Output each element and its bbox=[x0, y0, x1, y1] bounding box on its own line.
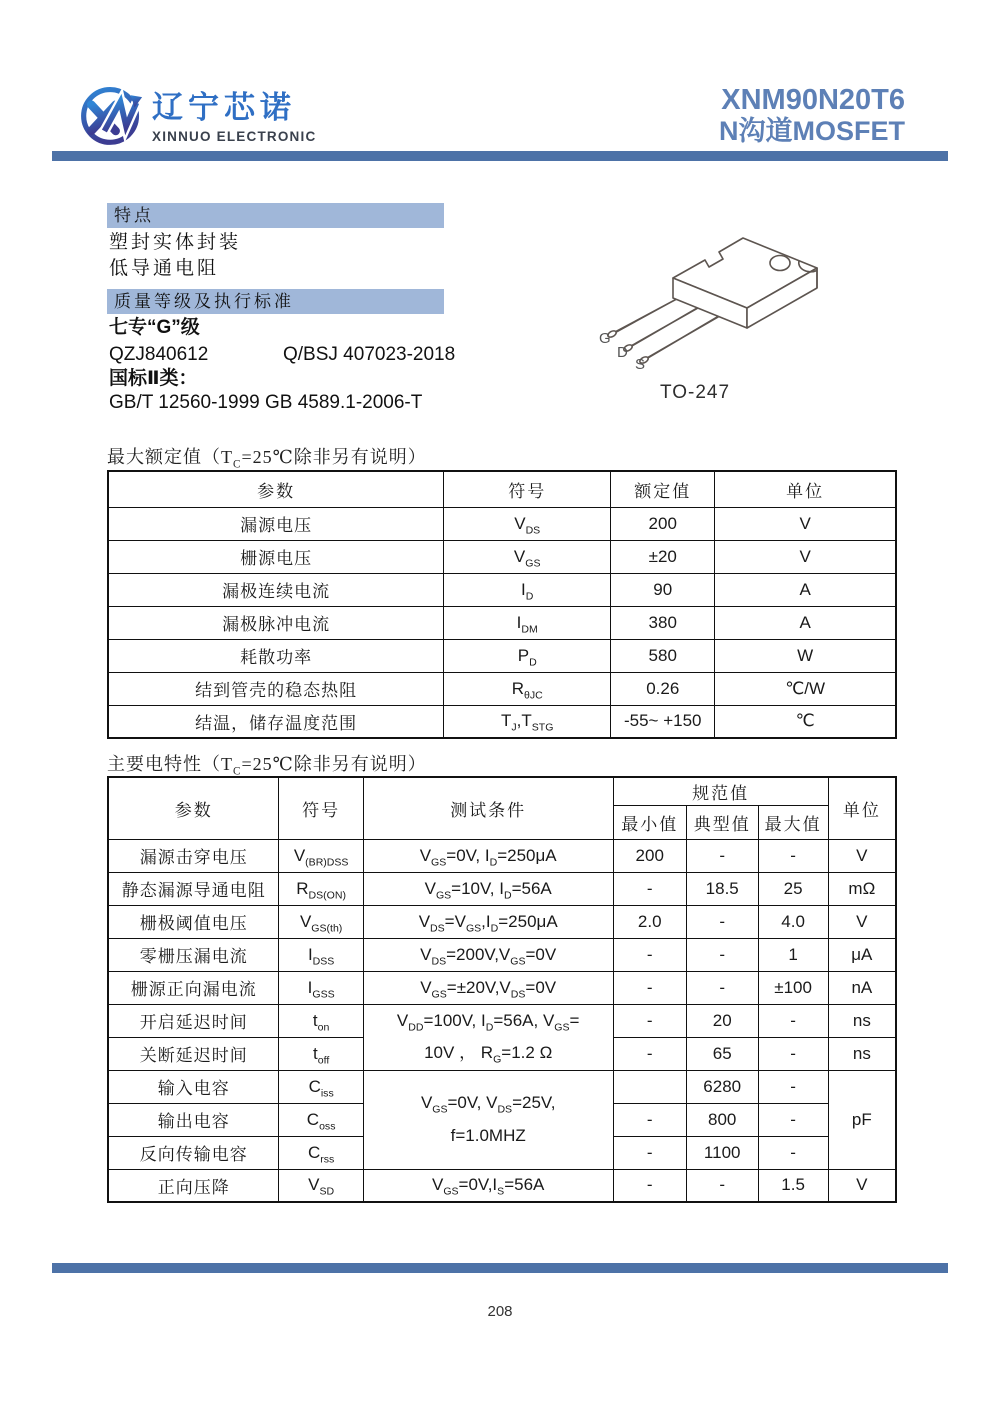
col-header-symbol: 符号 bbox=[279, 777, 363, 839]
pin-label-d: D bbox=[617, 344, 628, 361]
part-number: XNM90N20T6 bbox=[721, 84, 905, 116]
table-row bbox=[108, 905, 896, 938]
part-subtitle: N沟道MOSFET bbox=[719, 116, 905, 147]
unit-cell: A bbox=[715, 606, 896, 639]
unit-cell: V bbox=[715, 540, 896, 573]
unit-cell: ℃ bbox=[715, 705, 896, 738]
symbol-cell: $V_{DS}$ bbox=[444, 507, 611, 540]
symbol-cell: $T_J,T_{STG}$ bbox=[444, 705, 611, 738]
logo-text-block bbox=[152, 82, 316, 144]
table-row bbox=[108, 573, 896, 606]
company-name-en: XINNUO ELECTRONIC bbox=[152, 129, 317, 144]
table-row bbox=[108, 1169, 896, 1202]
col-header-spec: 规范值 bbox=[613, 777, 828, 805]
unit-cell: A bbox=[715, 573, 896, 606]
table-row bbox=[108, 507, 896, 540]
table-row bbox=[108, 540, 896, 573]
min-cell bbox=[613, 1070, 686, 1103]
table-row bbox=[108, 872, 896, 905]
pin-label-g: G bbox=[599, 330, 611, 347]
typ-cell: - bbox=[686, 839, 758, 872]
condition-cell: $V_{DS}=V_{GS},I_D=250\mu A$ bbox=[363, 905, 613, 938]
typ-cell: 18.5 bbox=[686, 872, 758, 905]
min-cell: - bbox=[613, 1136, 686, 1169]
col-header-unit: 单位 bbox=[828, 777, 896, 839]
symbol-cell: $V_{SD}$ bbox=[279, 1169, 363, 1202]
rating-cell: 0.26 bbox=[611, 672, 715, 705]
unit-cell: ns bbox=[828, 1004, 896, 1037]
col-header-min: 最小值 bbox=[613, 805, 686, 839]
table-row bbox=[108, 1070, 896, 1103]
param-cell: 反向传输电容 bbox=[108, 1136, 279, 1169]
param-cell: 栅极阈值电压 bbox=[108, 905, 279, 938]
table-row bbox=[108, 606, 896, 639]
table-row bbox=[108, 672, 896, 705]
unit-cell: V bbox=[828, 905, 896, 938]
typ-cell: 1100 bbox=[686, 1136, 758, 1169]
electrical-characteristics-title: 主要电特性（$T_C=25℃$除非另有说明） bbox=[107, 754, 427, 778]
symbol-cell: $C_{iss}$ bbox=[279, 1070, 363, 1103]
quality-grade: 七专“G”级 bbox=[109, 317, 200, 338]
max-cell: 4.0 bbox=[758, 905, 828, 938]
param-cell: 零栅压漏电流 bbox=[108, 938, 279, 971]
unit-cell: mΩ bbox=[828, 872, 896, 905]
electrical-characteristics-table bbox=[107, 776, 897, 1203]
table-row bbox=[108, 971, 896, 1004]
param-cell: 结到管壳的稳态热阻 bbox=[108, 672, 444, 705]
typ-cell: 6280 bbox=[686, 1070, 758, 1103]
min-cell: - bbox=[613, 1004, 686, 1037]
table-header-row bbox=[108, 471, 896, 507]
table-row bbox=[108, 639, 896, 672]
footer-divider-bar bbox=[52, 1263, 948, 1273]
company-logo bbox=[78, 82, 316, 148]
param-cell: 漏极脉冲电流 bbox=[108, 606, 444, 639]
typ-cell: - bbox=[686, 938, 758, 971]
param-cell: 栅源电压 bbox=[108, 540, 444, 573]
min-cell: 2.0 bbox=[613, 905, 686, 938]
max-ratings-title: 最大额定值（$T_C=25℃$除非另有说明） bbox=[107, 447, 427, 471]
min-cell: - bbox=[613, 938, 686, 971]
col-header-typ: 典型值 bbox=[686, 805, 758, 839]
rating-cell: 200 bbox=[611, 507, 715, 540]
typ-cell: 65 bbox=[686, 1037, 758, 1070]
symbol-cell: $I_{GSS}$ bbox=[279, 971, 363, 1004]
symbol-cell: $t_{on}$ bbox=[279, 1004, 363, 1037]
unit-cell: V bbox=[828, 1169, 896, 1202]
symbol-cell: $I_D$ bbox=[444, 573, 611, 606]
condition-cell: $V_{DD}=100V$, $I_D=56A$, $V_{GS}=$ 10V ， $R_G=1.2$ Ω bbox=[363, 1004, 613, 1070]
condition-cell: $V_{GS}=0V$, $I_D=250\mu A$ bbox=[363, 839, 613, 872]
package-name: TO-247 bbox=[659, 382, 731, 403]
xn-logo-icon bbox=[78, 82, 144, 148]
max-cell: ±100 bbox=[758, 971, 828, 1004]
max-ratings-table bbox=[107, 470, 897, 739]
col-header-unit: 单位 bbox=[715, 471, 896, 507]
max-cell: - bbox=[758, 1070, 828, 1103]
symbol-cell: $P_D$ bbox=[444, 639, 611, 672]
typ-cell: - bbox=[686, 905, 758, 938]
rating-cell: -55~ +150 bbox=[611, 705, 715, 738]
param-cell: 漏极连续电流 bbox=[108, 573, 444, 606]
table-row bbox=[108, 1004, 896, 1037]
col-header-param: 参数 bbox=[108, 471, 444, 507]
min-cell: - bbox=[613, 971, 686, 1004]
table-row bbox=[108, 705, 896, 738]
features-section-header: 特点 bbox=[107, 203, 444, 228]
symbol-cell: $t_{off}$ bbox=[279, 1037, 363, 1070]
max-cell: - bbox=[758, 839, 828, 872]
symbol-cell: $V_{GS(th)}$ bbox=[279, 905, 363, 938]
rating-cell: ±20 bbox=[611, 540, 715, 573]
quality-section-header: 质量等级及执行标准 bbox=[107, 289, 444, 314]
typ-cell: 800 bbox=[686, 1103, 758, 1136]
param-cell: 开启延迟时间 bbox=[108, 1004, 279, 1037]
param-cell: 正向压降 bbox=[108, 1169, 279, 1202]
unit-cell: nA bbox=[828, 971, 896, 1004]
unit-cell: μA bbox=[828, 938, 896, 971]
pin-label-s: S bbox=[635, 356, 646, 373]
typ-cell: - bbox=[686, 971, 758, 1004]
max-cell: - bbox=[758, 1136, 828, 1169]
param-cell: 漏源击穿电压 bbox=[108, 839, 279, 872]
max-cell: - bbox=[758, 1004, 828, 1037]
company-name-cn: 辽宁芯诺 bbox=[152, 90, 296, 125]
symbol-cell: $R_{DS(ON)}$ bbox=[279, 872, 363, 905]
symbol-cell: $V_{(BR)DSS}$ bbox=[279, 839, 363, 872]
feature-item: 塑封实体封装 bbox=[109, 232, 242, 253]
unit-cell: V bbox=[828, 839, 896, 872]
page-number: 208 bbox=[487, 1303, 513, 1320]
max-cell: - bbox=[758, 1103, 828, 1136]
max-cell: 25 bbox=[758, 872, 828, 905]
typ-cell: - bbox=[686, 1169, 758, 1202]
col-header-condition: 测试条件 bbox=[363, 777, 613, 839]
col-header-symbol: 符号 bbox=[444, 471, 611, 507]
table-row bbox=[108, 839, 896, 872]
rating-cell: 90 bbox=[611, 573, 715, 606]
symbol-cell: $C_{oss}$ bbox=[279, 1103, 363, 1136]
condition-cell: $V_{GS}=\pm 20V,V_{DS}=0V$ bbox=[363, 971, 613, 1004]
rating-cell: 580 bbox=[611, 639, 715, 672]
condition-cell: $V_{GS}=10V$, $I_D=56A$ bbox=[363, 872, 613, 905]
param-cell: 栅源正向漏电流 bbox=[108, 971, 279, 1004]
unit-cell: W bbox=[715, 639, 896, 672]
min-cell: - bbox=[613, 872, 686, 905]
min-cell: - bbox=[613, 1169, 686, 1202]
condition-cell: $V_{GS}=0V$, $V_{DS}=25V$, f=1.0MHZ bbox=[363, 1070, 613, 1169]
to-247-package-drawing bbox=[575, 216, 875, 391]
quality-class: 国标Ⅱ类： bbox=[109, 368, 198, 389]
param-cell: 关断延迟时间 bbox=[108, 1037, 279, 1070]
table-row bbox=[108, 938, 896, 971]
feature-item: 低导通电阻 bbox=[109, 258, 220, 279]
min-cell: - bbox=[613, 1037, 686, 1070]
max-cell: - bbox=[758, 1037, 828, 1070]
param-cell: 输入电容 bbox=[108, 1070, 279, 1103]
col-header-param: 参数 bbox=[108, 777, 279, 839]
quality-standard-3: GB/T 12560-1999 GB 4589.1-2006-T bbox=[109, 392, 423, 413]
param-cell: 耗散功率 bbox=[108, 639, 444, 672]
col-header-max: 最大值 bbox=[758, 805, 828, 839]
max-cell: 1.5 bbox=[758, 1169, 828, 1202]
param-cell: 漏源电压 bbox=[108, 507, 444, 540]
document-title bbox=[719, 84, 905, 147]
symbol-cell: $R_{\theta JC}$ bbox=[444, 672, 611, 705]
param-cell: 静态漏源导通电阻 bbox=[108, 872, 279, 905]
max-cell: 1 bbox=[758, 938, 828, 971]
min-cell: - bbox=[613, 1103, 686, 1136]
symbol-cell: $I_{DSS}$ bbox=[279, 938, 363, 971]
unit-cell: V bbox=[715, 507, 896, 540]
unit-cell: pF bbox=[828, 1070, 896, 1169]
quality-standard-1: QZJ840612 bbox=[109, 344, 209, 365]
rating-cell: 380 bbox=[611, 606, 715, 639]
typ-cell: 20 bbox=[686, 1004, 758, 1037]
symbol-cell: $I_{DM}$ bbox=[444, 606, 611, 639]
symbol-cell: $V_{GS}$ bbox=[444, 540, 611, 573]
param-cell: 结温，储存温度范围 bbox=[108, 705, 444, 738]
min-cell: 200 bbox=[613, 839, 686, 872]
col-header-rating: 额定值 bbox=[611, 471, 715, 507]
symbol-cell: $C_{rss}$ bbox=[279, 1136, 363, 1169]
unit-cell: ℃/W bbox=[715, 672, 896, 705]
quality-standard-2: Q/BSJ 407023-2018 bbox=[283, 344, 456, 365]
table-header-row bbox=[108, 777, 896, 805]
condition-cell: $V_{DS}=200V,V_{GS}=0V$ bbox=[363, 938, 613, 971]
unit-cell: ns bbox=[828, 1037, 896, 1070]
param-cell: 输出电容 bbox=[108, 1103, 279, 1136]
condition-cell: $V_{GS}=0V,I_S=56A$ bbox=[363, 1169, 613, 1202]
header-divider-bar bbox=[52, 151, 948, 161]
